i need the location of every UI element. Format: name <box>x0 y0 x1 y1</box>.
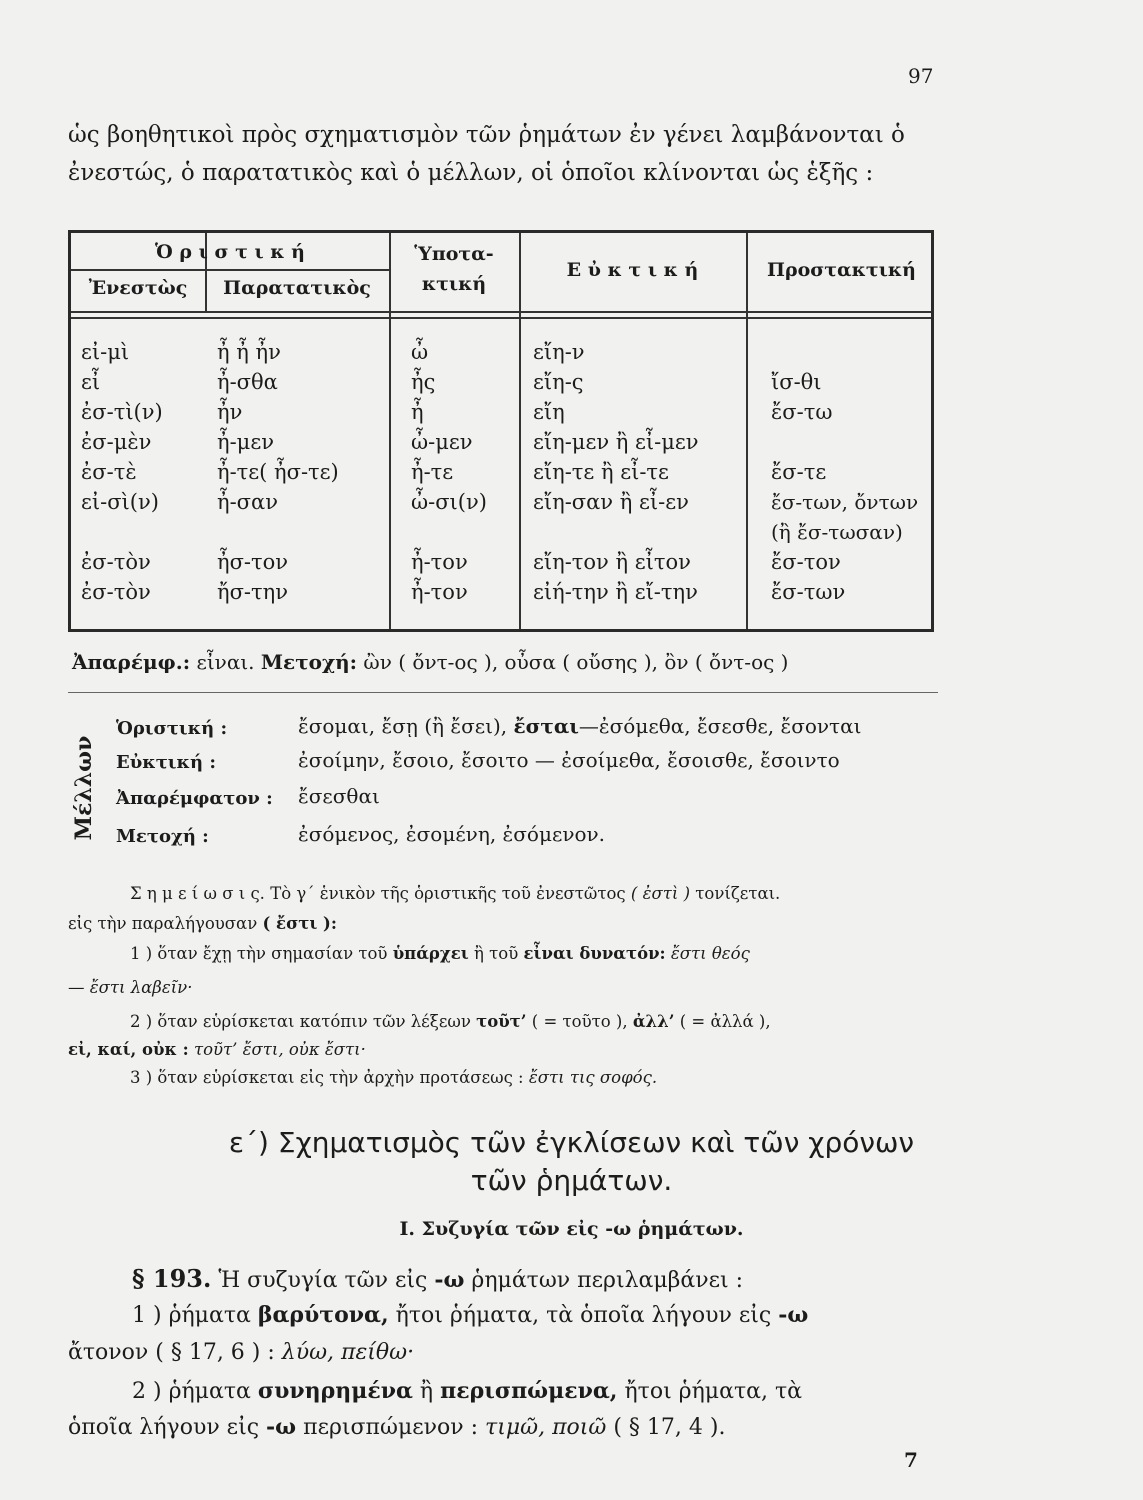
note-line-2: εἰς τὴν παραλήγουσαν ( ἔστι ): <box>68 914 337 933</box>
cell-subjunctive-5: ἦ-τε <box>411 460 454 484</box>
cell-imperative-7: ἔσ-τον <box>771 550 841 574</box>
cell-imperative-2: ἴσ-θι <box>771 370 822 394</box>
header-subjunctive-1: Ὑποτα- <box>414 243 494 265</box>
cell-imperative-3: ἔσ-τω <box>771 400 833 424</box>
cell-optative-3: εἴη <box>533 400 565 424</box>
note-item-2: 2 ) ὅταν εὑρίσκεται κατόπιν τῶν λέξεων τοῦτ’ ( = τοῦτο ), ἀλλ’ ( = ἀλλά ), <box>130 1012 771 1031</box>
cell-imperative-6: ἔσ-των, ὄντων <box>771 490 919 514</box>
future-value-infinitive: ἔσεσθαι <box>298 784 380 808</box>
cell-subjunctive-8: ἦ-τον <box>411 580 468 604</box>
cell-subjunctive-7: ἦ-τον <box>411 550 468 574</box>
cell-optative-6: εἴη-σαν ἢ εἶ-εν <box>533 490 689 514</box>
note-line-1: Σ η μ ε ί ω σ ι ς. Τὸ γ΄ ἑνικὸν τῆς ὁριστικῆς τοῦ ἐνεστῶτος ( ἐστὶ ) τονίζεται. <box>130 884 781 903</box>
cell-present-8: ἐσ-τὸν <box>81 580 151 604</box>
cell-present-2: εἶ <box>81 370 101 394</box>
future-value-optative: ἐσοίμην, ἔσοιο, ἔσοιτο — ἐσοίμεθα, ἔσοισθε, ἔσοιντο <box>298 748 840 772</box>
header-present: Ἐνεστὼς <box>88 277 188 299</box>
future-value-participle: ἐσόμενος, ἐσομένη, ἐσόμενον. <box>298 822 606 846</box>
cell-imperfect-4: ἦ-μεν <box>217 430 274 454</box>
cell-imperative-8: ἔσ-των <box>771 580 846 604</box>
cell-imperative-6b: (ἢ ἔσ-τωσαν) <box>771 520 903 544</box>
cell-subjunctive-6: ὦ-σι(ν) <box>411 490 487 514</box>
paragraph-193: § 193. Ἡ συζυγία τῶν εἰς -ω ῥημάτων περιλαμβάνει : <box>132 1264 744 1293</box>
note-title: Σ η μ ε ί ω σ ι ς. <box>130 884 265 903</box>
section-heading-1: ε΄) Σχηματισμὸς τῶν ἐγκλίσεων καὶ τῶν χρόνων <box>228 1126 915 1159</box>
cell-present-5: ἐσ-τὲ <box>81 460 137 484</box>
cell-present-1: εἰ-μὶ <box>81 340 130 364</box>
future-label-optative: Εὐκτική : <box>116 752 217 773</box>
cell-imperfect-2: ἦ-σθα <box>217 370 278 394</box>
paragraph-item-2-cont: ὁποῖα λήγουν εἰς -ω περισπώμενον : τιμῶ, ποιῶ ( § 17, 4 ). <box>68 1414 726 1440</box>
future-label-participle: Μετοχή : <box>116 826 209 847</box>
cell-optative-2: εἴη-ς <box>533 370 584 394</box>
cell-present-3: ἐσ-τὶ(ν) <box>81 400 163 424</box>
paragraph-item-1: 1 ) ῥήματα βαρύτονα, ἤτοι ῥήματα, τὰ ὁποῖα λήγουν εἰς -ω <box>132 1302 809 1328</box>
cell-imperfect-5: ἦ-τε( ἦσ-τε) <box>217 460 339 484</box>
cell-imperfect-8: ἤσ-την <box>217 580 288 604</box>
paragraph-item-1-cont: ἄτονον ( § 17, 6 ) : λύω, πείθω· <box>68 1340 415 1365</box>
cell-imperfect-6: ἦ-σαν <box>217 490 278 514</box>
note-item-1: 1 ) ὅταν ἔχῃ τὴν σημασίαν τοῦ ὑπάρχει ἢ τοῦ εἶναι δυνατόν: ἔστι θεός <box>130 944 750 963</box>
conjugation-table <box>68 230 934 632</box>
paragraph-sign: § 193. <box>132 1264 212 1293</box>
note-item-3: 3 ) ὅταν εὑρίσκεται εἰς τὴν ἀρχὴν προτάσεως : ἔστι τις σοφός. <box>130 1068 658 1087</box>
future-label-infinitive: Ἀπαρέμφατον : <box>116 788 273 809</box>
cell-optative-1: εἴη-ν <box>533 340 585 364</box>
cell-imperfect-1: ἦ ἦ ἦν <box>217 340 281 364</box>
future-label-indicative: Ὁριστική : <box>116 718 228 739</box>
section-heading-2: τῶν ῥημάτων. <box>470 1164 673 1197</box>
cell-imperative-5: ἔσ-τε <box>771 460 827 484</box>
cell-subjunctive-4: ὦ-μεν <box>411 430 473 454</box>
cell-subjunctive-1: ὦ <box>411 340 429 364</box>
cell-subjunctive-2: ἦς <box>411 370 436 394</box>
header-indicative: Ὁ ρ ι σ τ ι κ ή <box>155 241 305 263</box>
cell-subjunctive-3: ἦ <box>411 400 424 424</box>
future-value-indicative: ἔσομαι, ἔσῃ (ἢ ἔσει), ἔσται—ἐσόμεθα, ἔσεσθε, ἔσονται <box>298 714 862 738</box>
section-subheading: Ι. Συζυγία τῶν εἰς -ω ῥημάτων. <box>399 1218 744 1240</box>
cell-optative-8: εἰή-την ἢ εἴ-την <box>533 580 698 604</box>
cell-present-7: ἐσ-τὸν <box>81 550 151 574</box>
future-side-label: Μέλλων <box>71 735 97 841</box>
note-item-1-cont: — ἔστι λαβεῖν· <box>68 978 193 997</box>
cell-present-4: ἐσ-μὲν <box>81 430 152 454</box>
footer-page-number: 7 <box>904 1448 918 1472</box>
cell-optative-5: εἴη-τε ἢ εἶ-τε <box>533 460 669 484</box>
divider <box>68 692 938 693</box>
page-number: 97 <box>908 64 934 88</box>
participle-value: ὢν ( ὄντ-ος ), οὖσα ( οὔσης ), ὂν ( ὄντ-ος ) <box>363 650 789 674</box>
infinitive-value: εἶναι. <box>196 650 255 674</box>
cell-optative-4: εἴη-μεν ἢ εἶ-μεν <box>533 430 699 454</box>
header-optative: Ε ὐ κ τ ι κ ή <box>566 259 699 281</box>
header-imperative: Προστακτική <box>767 259 916 281</box>
infinitive-participle-line <box>72 650 788 674</box>
participle-label: Μετοχή: <box>260 650 358 674</box>
header-subjunctive-2: κτική <box>421 273 487 295</box>
paragraph-item-2: 2 ) ῥήματα συνηρημένα ἢ περισπώμενα, ἤτοι ῥήματα, τὰ <box>132 1378 802 1404</box>
cell-imperfect-7: ἦσ-τον <box>217 550 289 574</box>
cell-optative-7: εἴη-τον ἢ εἶτον <box>533 550 691 574</box>
note-item-2-cont: εἰ, καί, οὐκ : τοῦτ’ ἔστι, οὐκ ἔστι· <box>68 1040 366 1059</box>
infinitive-label: Ἀπαρέμφ.: <box>72 650 191 674</box>
cell-present-6: εἰ-σὶ(ν) <box>81 490 159 514</box>
header-imperfect: Παρατατικὸς <box>223 277 371 299</box>
intro-line-1: ὡς βοηθητικοὶ πρὸς σχηματισμὸν τῶν ῥημάτων ἐν γένει λαμβάνονται ὁ <box>68 122 905 148</box>
cell-imperfect-3: ἦν <box>217 400 243 424</box>
intro-line-2: ἐνεστώς, ὁ παρατατικὸς καὶ ὁ μέλλων, οἱ ὁποῖοι κλίνονται ὡς ἑξῆς : <box>68 160 874 186</box>
